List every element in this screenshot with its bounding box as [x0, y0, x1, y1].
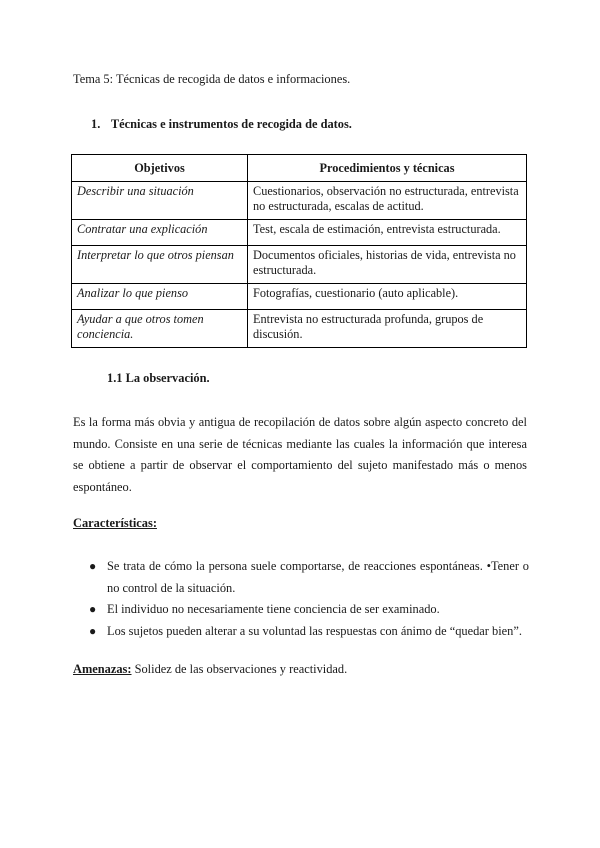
observation-paragraph: Es la forma más obvia y antigua de recopilación de datos sobre algún aspecto concreto del mundo. Consiste en una serie de técnicas mediante las cuales la información que interesa se obtiene a partir de observar el comportamiento del sujeto manifestado más o menos espontáneo. [73, 415, 527, 494]
list-item-text: Los sujetos pueden alterar a su voluntad las respuestas con ánimo de “quedar bien”. [107, 623, 522, 638]
objective-cell: Analizar lo que pienso [72, 284, 248, 310]
threats-text: Solidez de las observaciones y reactividad. [131, 662, 348, 676]
objective-cell: Contratar una explicación [72, 220, 248, 246]
section-title: Técnicas e instrumentos de recogida de datos. [110, 117, 352, 131]
features-list [73, 556, 529, 642]
section-number: 1. [91, 117, 101, 131]
list-item [73, 621, 529, 643]
threats-label: Amenazas: [73, 662, 132, 676]
subsection-heading: 1.1 La observación. [107, 371, 210, 385]
bullet-icon: ● [89, 623, 97, 638]
procedure-cell: Cuestionarios, observación no estructurada, entrevista no estructurada, escalas de actitud. [248, 182, 527, 220]
procedure-cell: Test, escala de estimación, entrevista estructurada. [248, 220, 527, 246]
header-objetivos: Objetivos [72, 155, 248, 182]
section-heading-1 [91, 117, 352, 132]
table-row [72, 220, 527, 246]
header-procedimientos: Procedimientos y técnicas [248, 155, 527, 182]
features-heading: Características: [73, 516, 157, 530]
procedure-cell: Entrevista no estructurada profunda, grupos de discusión. [248, 310, 527, 348]
list-item-text: El individuo no necesariamente tiene conciencia de ser examinado. [107, 602, 440, 616]
threats-line [73, 662, 347, 677]
objective-cell: Ayudar a que otros tomen conciencia. [72, 310, 248, 348]
procedure-cell: Documentos oficiales, historias de vida, entrevista no estructurada. [248, 246, 527, 284]
objective-cell: Interpretar lo que otros piensan [72, 246, 248, 284]
bullet-icon: ● [89, 559, 97, 573]
table-header-row [72, 155, 527, 182]
table-row [72, 310, 527, 348]
table-row [72, 284, 527, 310]
list-item [73, 599, 529, 621]
list-item-text: Se trata de cómo la persona suele comportarse, de reacciones espontáneas. •Tener o no control de la situación. [107, 559, 529, 595]
topic-title: Tema 5: Técnicas de recogida de datos e informaciones. [73, 72, 351, 86]
table-row [72, 182, 527, 220]
procedure-cell: Fotografías, cuestionario (auto aplicable). [248, 284, 527, 310]
bullet-icon: ● [89, 602, 97, 616]
techniques-table [71, 154, 527, 348]
list-item [73, 556, 529, 599]
objective-cell: Describir una situación [72, 182, 248, 220]
table-row [72, 246, 527, 284]
